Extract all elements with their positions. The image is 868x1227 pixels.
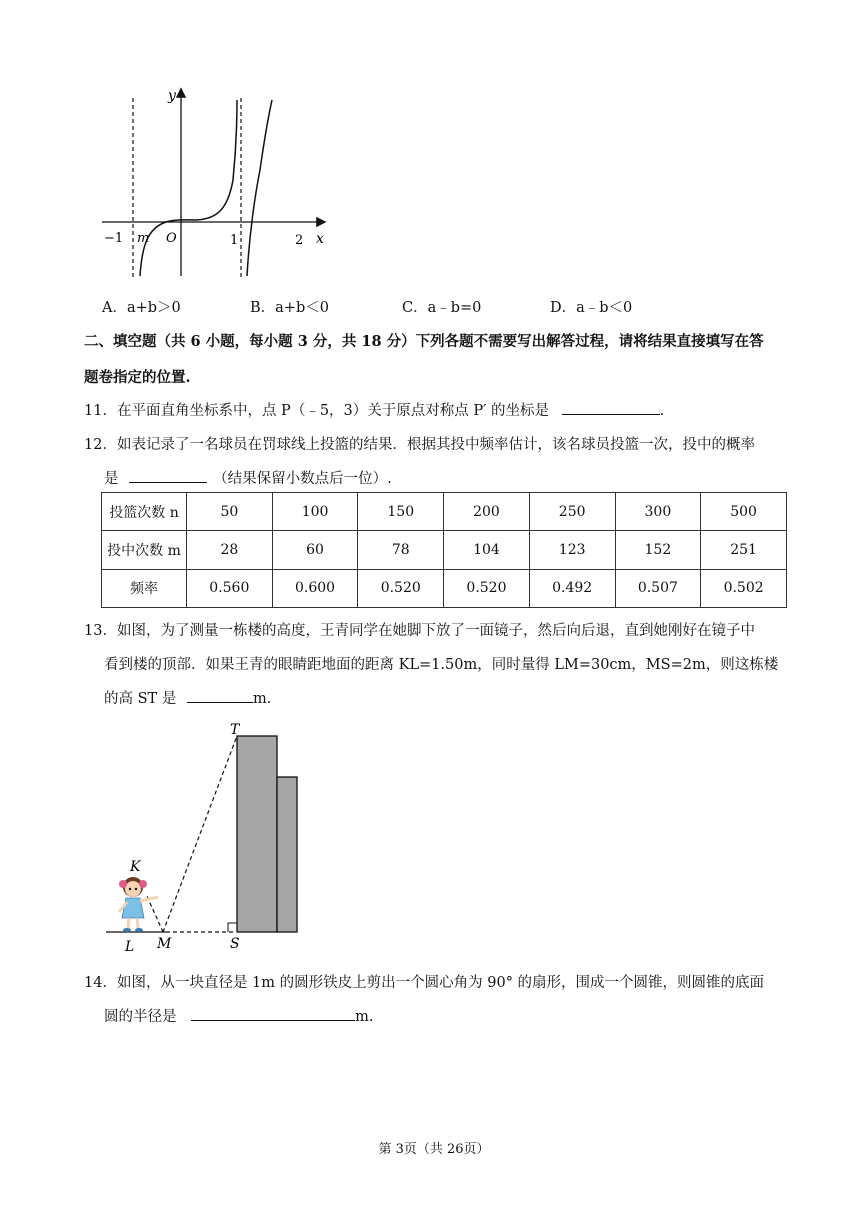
table-cell: 250 <box>529 493 615 531</box>
label-M: M <box>157 936 172 952</box>
building-tall <box>237 736 277 932</box>
table-cell: 投篮次数 n <box>102 493 187 531</box>
label-T: T <box>230 722 240 738</box>
origin-label: O <box>166 231 177 246</box>
section2-heading-line2: 题卷指定的位置. <box>84 369 191 386</box>
curve-middle <box>140 100 237 276</box>
q12-line1: 12．如表记录了一名球员在罚球线上投篮的结果．根据其投中频率估计，该名球员投篮一次，投中的概率 <box>84 437 755 453</box>
label-S: S <box>230 936 240 952</box>
girl-figure <box>119 877 158 932</box>
table-cell: 0.520 <box>444 569 530 607</box>
x-axis-label: x <box>316 231 324 247</box>
table-cell: 150 <box>358 493 444 531</box>
label-K: K <box>130 859 141 875</box>
option-c: C．a﹣b=0 <box>402 300 482 316</box>
q11-text: 11．在平面直角坐标系中，点 P（﹣5，3）关于原点对称点 P′ 的坐标是 <box>84 403 550 419</box>
table-cell: 123 <box>529 531 615 569</box>
q13-line3-end: m. <box>252 691 272 707</box>
option-b: B．a+b＜0 <box>250 300 329 316</box>
sight-line-to-top <box>163 736 237 932</box>
right-angle-mark <box>228 923 237 932</box>
table-cell: 200 <box>444 493 530 531</box>
building-short <box>277 777 297 932</box>
q12-answer-blank[interactable] <box>129 468 207 483</box>
option-a: A．a+b＞0 <box>102 300 181 316</box>
q14-line1: 14．如图，从一块直径是 1m 的圆形铁皮上剪出一个圆心角为 90° 的扇形，围成一个圆锥，则圆锥的底面 <box>84 975 765 991</box>
table-cell: 28 <box>187 531 273 569</box>
table-cell: 频率 <box>102 569 187 607</box>
label-L: L <box>125 939 135 955</box>
function-graph <box>96 80 336 280</box>
table-cell: 0.502 <box>701 569 787 607</box>
tick-neg1: −1 <box>104 231 124 246</box>
frequency-table <box>101 492 787 608</box>
table-cell: 152 <box>615 531 701 569</box>
q11-answer-blank[interactable] <box>562 400 660 415</box>
table-row <box>102 569 787 607</box>
q14-line2-start: 圆的半径是 <box>104 1009 177 1025</box>
q13-line2: 看到楼的顶部．如果王青的眼睛距地面的距离 KL=1.50m，同时量得 LM=30cm，MS=2m，则这栋楼 <box>104 657 779 673</box>
q11-end: . <box>659 403 665 419</box>
table-cell: 投中次数 m <box>102 531 187 569</box>
table-cell: 50 <box>187 493 273 531</box>
table-row <box>102 531 787 569</box>
tick-m: m <box>137 231 150 246</box>
q14-answer-blank[interactable] <box>191 1006 355 1021</box>
tick-2: 2 <box>295 233 304 248</box>
q12-line2-end: （结果保留小数点后一位）. <box>213 471 392 487</box>
table-cell: 251 <box>701 531 787 569</box>
q13-answer-blank[interactable] <box>187 688 253 703</box>
table-cell: 0.492 <box>529 569 615 607</box>
q11 <box>84 399 664 420</box>
q14-line2-end: m. <box>355 1009 374 1025</box>
table-cell: 300 <box>615 493 701 531</box>
q10-options <box>100 296 800 316</box>
mirror-building-figure <box>100 718 310 956</box>
option-d: D．a﹣b＜0 <box>550 300 633 316</box>
table-cell: 78 <box>358 531 444 569</box>
curve-right <box>247 100 272 276</box>
q13-line3 <box>104 687 271 708</box>
table-cell: 0.600 <box>272 569 358 607</box>
table-cell: 60 <box>272 531 358 569</box>
table-cell: 100 <box>272 493 358 531</box>
q14-line2 <box>104 1005 373 1026</box>
table-row <box>102 493 787 531</box>
table-cell: 104 <box>444 531 530 569</box>
q12-line2-start: 是 <box>104 471 119 487</box>
page-footer: 第 3页（共 26页） <box>378 1142 490 1157</box>
y-axis-label: y <box>168 88 176 104</box>
table-cell: 500 <box>701 493 787 531</box>
table-cell: 0.507 <box>615 569 701 607</box>
q12-line2 <box>104 467 392 488</box>
table-cell: 0.520 <box>358 569 444 607</box>
q13-line1: 13．如图，为了测量一栋楼的高度，王青同学在她脚下放了一面镜子，然后向后退，直到她刚好在镜子中 <box>84 623 755 639</box>
table-cell: 0.560 <box>187 569 273 607</box>
q13-line3-start: 的高 ST 是 <box>104 691 177 707</box>
section2-heading-line1: 二、填空题（共 6 小题，每小题 3 分，共 18 分）下列各题不需要写出解答过程，请将结果直接填写在答 <box>84 333 764 350</box>
tick-1: 1 <box>230 233 239 248</box>
